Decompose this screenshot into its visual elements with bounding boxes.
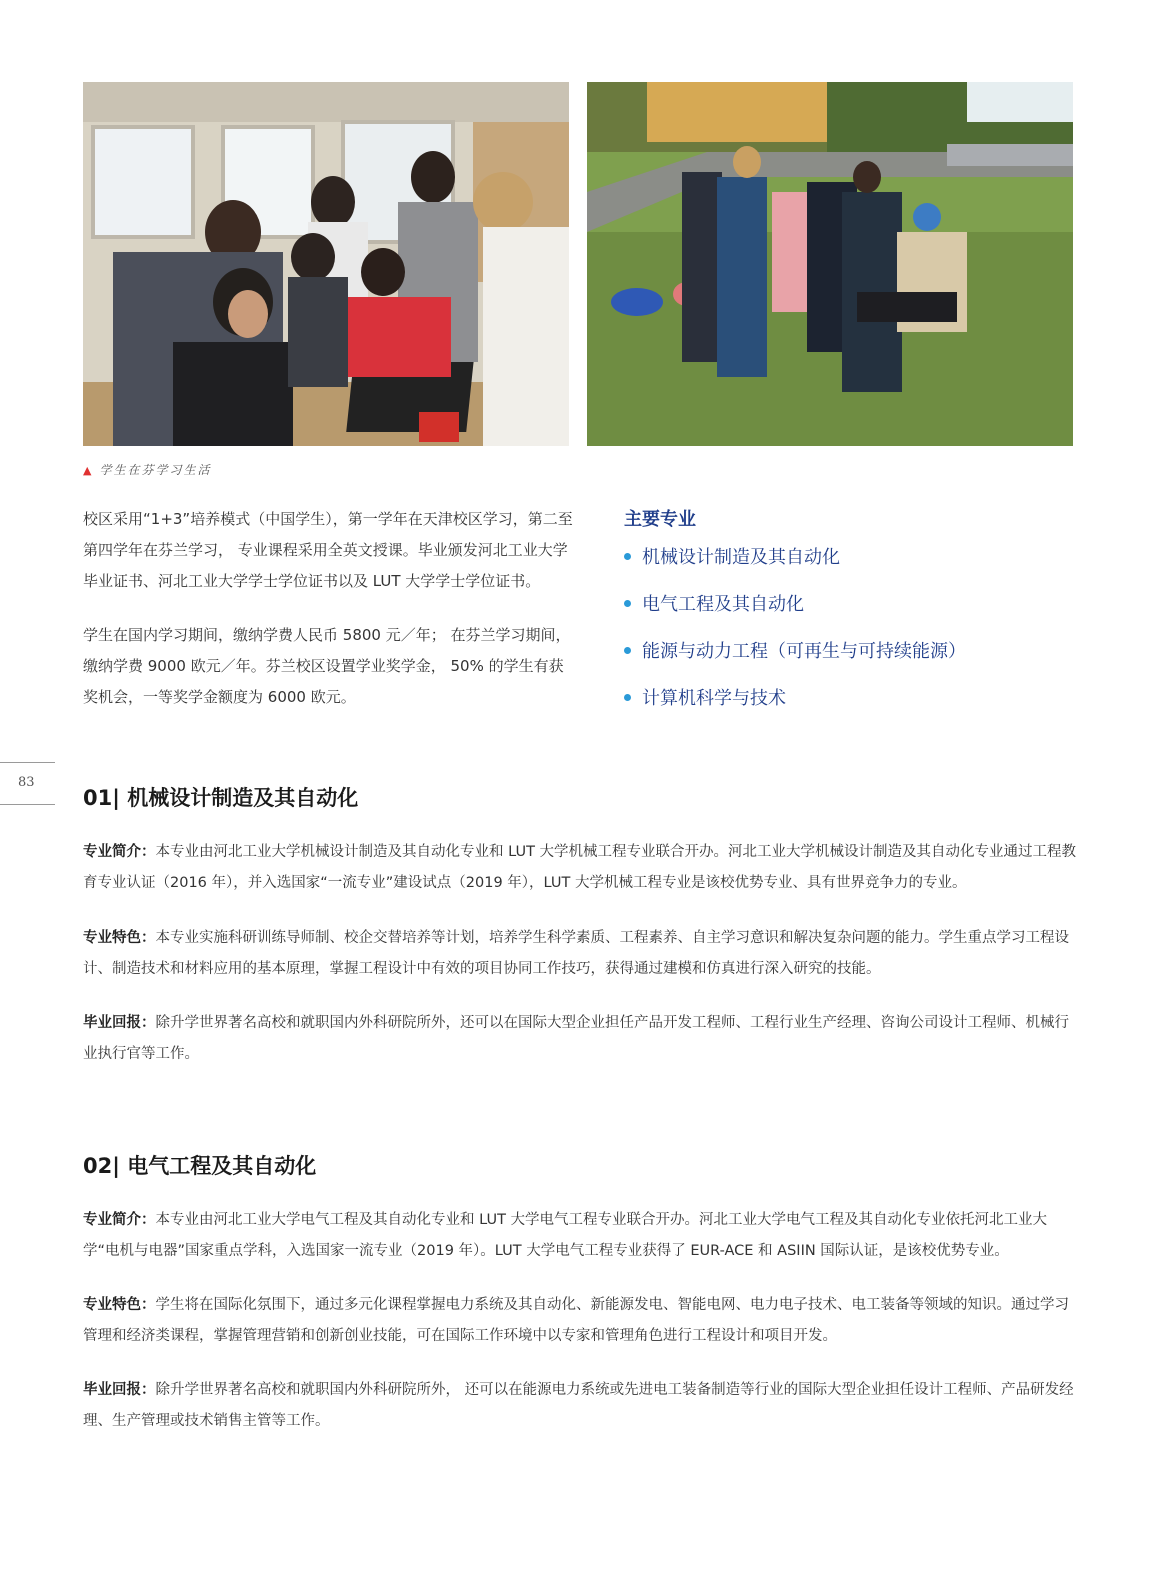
- major-item: 机械设计制造及其自动化: [624, 545, 966, 592]
- bullet-dot-icon: [624, 600, 631, 607]
- page-number-rule-bottom: [0, 804, 55, 805]
- bullet-dot-icon: [624, 647, 631, 654]
- photo-caption: [83, 461, 211, 478]
- bullet-dot-icon: [624, 694, 631, 701]
- section-electrical-intro: 专业简介：本专业由河北工业大学电气工程及其自动化专业和 LUT 大学电气工程专业联合开办。河北工业大学电气工程及其自动化专业依托河北工业大学“电机与电器”国家重点学科，入选国家一流专业（2019 年）。LUT 大学电气工程专业获得了 EUR-ACE 和 ASIIN 国际认证，是该校优势专业。: [83, 1212, 1048, 1259]
- intro-paragraph-2: 学生在国内学习期间，缴纳学费人民币 5800 元／年； 在芬兰学习期间，缴纳学费 9000 欧元／年。芬兰校区设置学业奖学金， 50% 的学生有获奖机会，一等奖学金额度为 6000 欧元。: [83, 626, 571, 706]
- students-classroom-photo: [83, 82, 569, 446]
- section-electrical-return: 毕业回报：除升学世界著名高校和就职国内外科研院所外， 还可以在能源电力系统或先进电工装备制造等行业的国际大型企业担任设计工程师、产品研发经理、生产管理或技术销售主管等工作。: [83, 1382, 1074, 1429]
- page-number: 83: [18, 775, 35, 790]
- section-title-mechanical: 01| 机械设计制造及其自动化: [83, 786, 359, 810]
- intro-paragraph-1: 校区采用“1+3”培养模式（中国学生），第一学年在天津校区学习，第二至第四学年在芬兰学习， 专业课程采用全英文授课。毕业颁发河北工业大学毕业证书、河北工业大学学士学位证书以及 LUT 大学学士学位证书。: [83, 510, 573, 590]
- students-outdoor-photo: [587, 82, 1073, 446]
- majors-list: [624, 505, 966, 733]
- section-mechanical-return: 毕业回报：除升学世界著名高校和就职国内外科研院所外，还可以在国际大型企业担任产品开发工程师、工程行业生产经理、咨询公司设计工程师、机械行业执行官等工作。: [83, 1015, 1069, 1062]
- section-electrical-feature: 专业特色：学生将在国际化氛围下，通过多元化课程掌握电力系统及其自动化、新能源发电、智能电网、电力电子技术、电工装备等领域的知识。通过学习管理和经济类课程，掌握管理营销和创新创业技能，可在国际工作环境中以专家和管理角色进行工程设计和项目开发。: [83, 1297, 1069, 1344]
- majors-title: 主要专业: [624, 509, 696, 530]
- major-item: 计算机科学与技术: [624, 686, 966, 733]
- major-item: 电气工程及其自动化: [624, 592, 966, 639]
- caption-triangle-icon: ▲: [83, 464, 94, 477]
- bullet-dot-icon: [624, 553, 631, 560]
- section-title-electrical: 02| 电气工程及其自动化: [83, 1154, 317, 1178]
- section-mechanical-intro: 专业简介：本专业由河北工业大学机械设计制造及其自动化专业和 LUT 大学机械工程专业联合开办。河北工业大学机械设计制造及其自动化专业通过工程教育专业认证（2016 年），并入选国家“一流专业”建设试点（2019 年），LUT 大学机械工程专业是该校优势专业、具有世界竞争力的专业。: [83, 844, 1077, 891]
- major-item: 能源与动力工程（可再生与可持续能源）: [624, 639, 966, 686]
- page-number-rule-top: [0, 762, 55, 763]
- section-mechanical-feature: 专业特色：本专业实施科研训练导师制、校企交替培养等计划，培养学生科学素质、工程素养、自主学习意识和解决复杂问题的能力。学生重点学习工程设计、制造技术和材料应用的基本原理，掌握工程设计中有效的项目协同工作技巧，获得通过建模和仿真进行深入研究的技能。: [83, 930, 1069, 977]
- caption-text: 学生在芬学习生活: [99, 463, 212, 477]
